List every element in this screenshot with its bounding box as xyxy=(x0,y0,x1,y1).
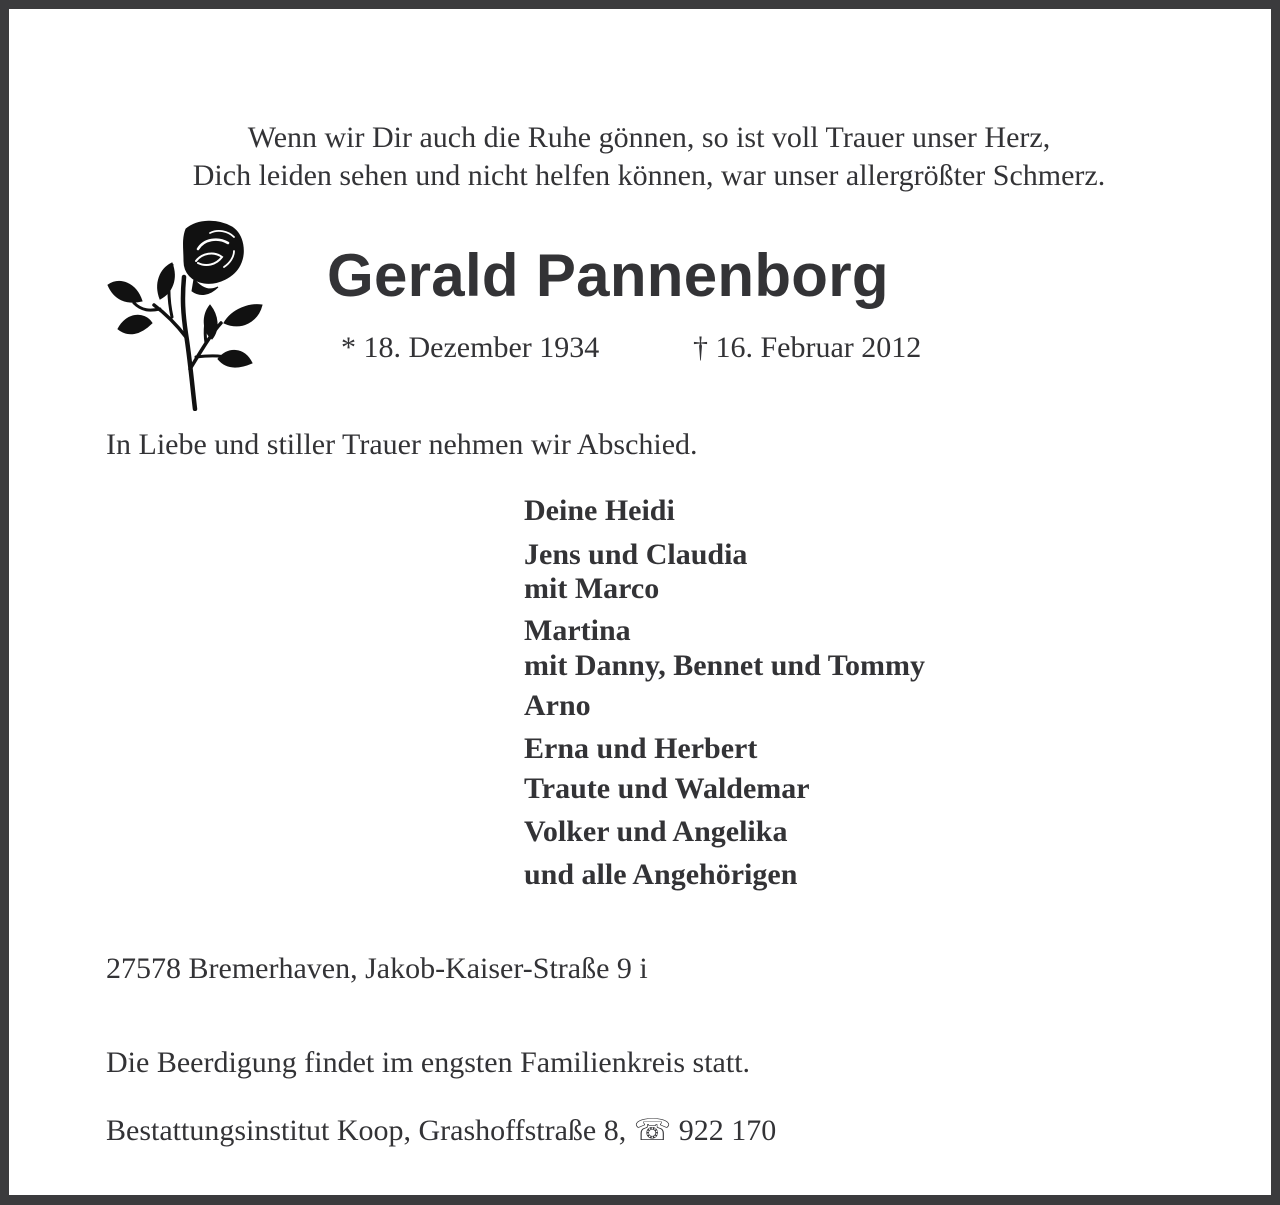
birth-date: * 18. Dezember 1934 xyxy=(341,331,600,364)
mourner-line: mit Danny, Bennet und Tommy xyxy=(524,649,925,682)
death-date: † 16. Februar 2012 xyxy=(693,331,922,364)
decedent-name: Gerald Pannenborg xyxy=(327,242,889,309)
family-address: 27578 Bremerhaven, Jakob-Kaiser-Straße 9 i xyxy=(106,952,648,985)
mourner-line: Deine Heidi xyxy=(524,494,675,527)
mourner-line: Jens und Claudia xyxy=(524,538,748,571)
mourner-line: Volker und Angelika xyxy=(524,815,788,848)
farewell-text: In Liebe und stiller Trauer nehmen wir Abschied. xyxy=(106,428,698,461)
motto-line-2: Dich leiden sehen und nicht helfen können, war unser allergrößter Schmerz. xyxy=(192,159,1106,192)
funeral-note: Die Beerdigung findet im engsten Familienkreis statt. xyxy=(106,1046,751,1079)
mourner-line: mit Marco xyxy=(524,572,660,605)
motto-line-1: Wenn wir Dir auch die Ruhe gönnen, so ist voll Trauer unser Herz, xyxy=(247,121,1051,154)
mourner-line: Erna und Herbert xyxy=(524,732,758,765)
mourner-line: Traute und Waldemar xyxy=(524,772,810,805)
mourner-line: und alle Angehörigen xyxy=(524,858,798,891)
undertaker-contact: Bestattungsinstitut Koop, Grashoffstraße 8, ☏ 922 170 xyxy=(106,1114,777,1147)
mourner-line: Martina xyxy=(524,614,631,647)
rose-icon xyxy=(106,219,266,411)
mourner-line: Arno xyxy=(524,689,591,722)
